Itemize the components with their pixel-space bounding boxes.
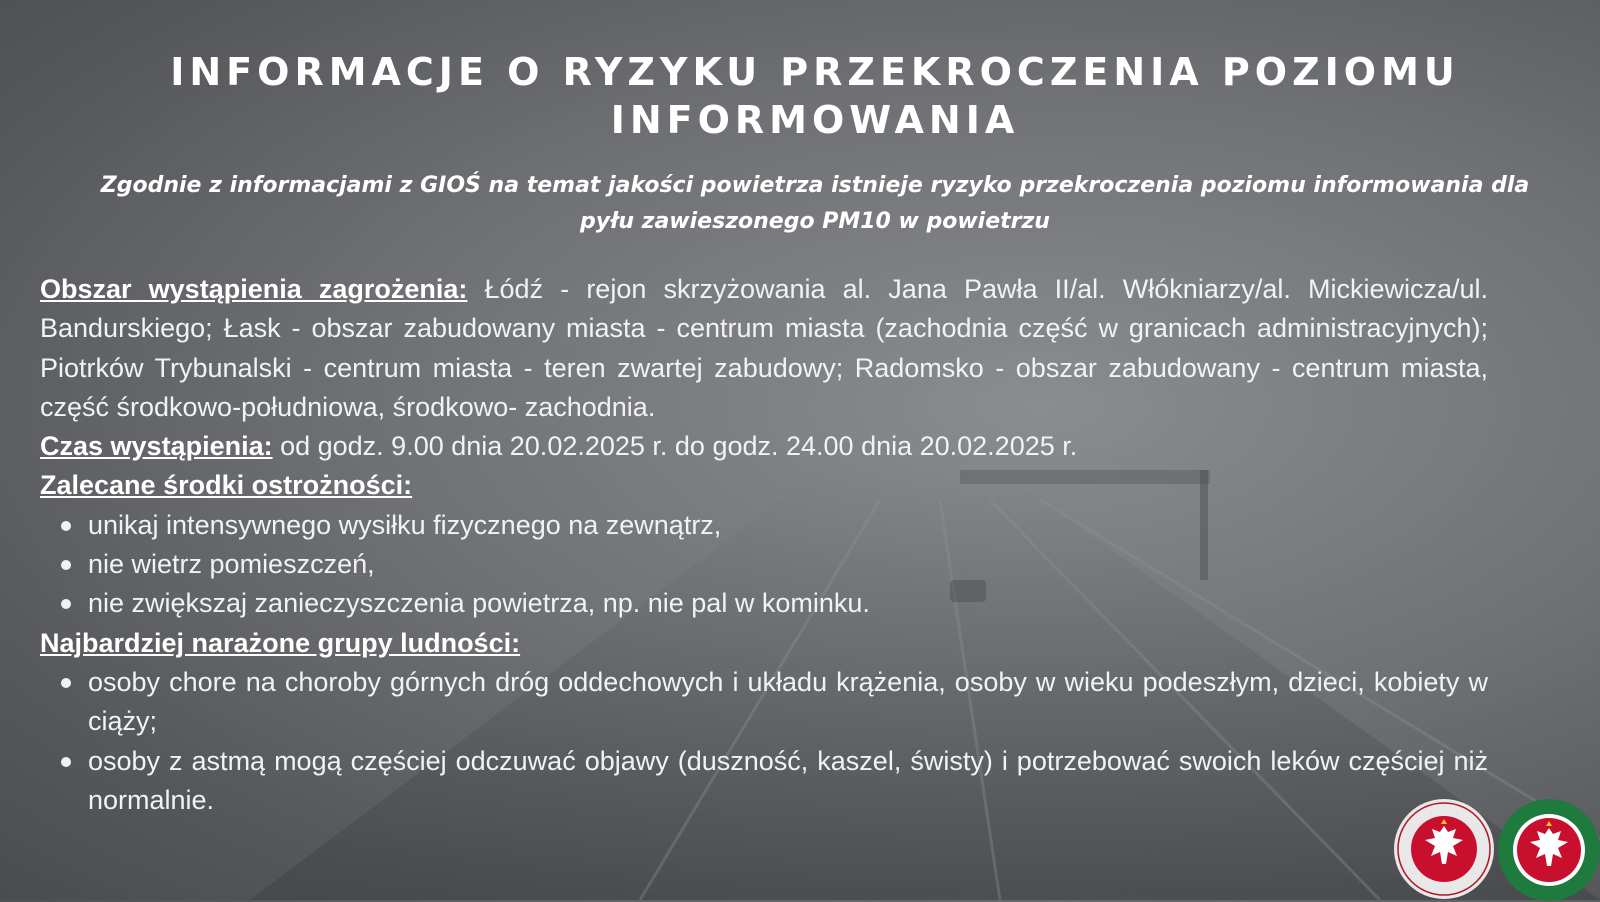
groups-list [40,663,1488,820]
bullet-icon [61,599,71,609]
list-item-text: unikaj intensywnego wysiłku fizycznego na zewnątrz, [88,509,722,540]
list-item-text: nie wietrz pomieszczeń, [88,549,375,580]
time-paragraph [40,427,1488,466]
page-title: INFORMACJE O RYZYKU PRZEKROCZENIA POZIOMU INFORMOWANIA [170,50,1460,142]
groups-label: Najbardziej narażone grupy ludności: [40,627,521,658]
list-item-text: osoby z astmą mogą częściej odczuwać objawy (duszność, kaszel, świsty) i potrzebować swoich leków częściej niż normalnie. [88,745,1488,815]
area-paragraph [40,270,1488,427]
time-text: od godz. 9.00 dnia 20.02.2025 r. do godz. 24.00 dnia 20.02.2025 r. [272,431,1078,462]
bullet-icon [61,560,71,570]
list-item [40,742,1488,821]
bullet-icon [61,757,71,767]
announcement-body [40,270,1488,820]
bullet-icon [61,678,71,688]
list-item [40,663,1488,742]
precautions-label: Zalecane środki ostrożności: [40,470,413,501]
time-label: Czas wystąpienia: [40,431,273,462]
list-item [40,584,1488,623]
subtitle: Zgodnie z informacjami z GIOŚ na temat jakości powietrza istnieje ryzyko przekroczenia poziomu informowania dla pyłu zawieszonego PM10 w powietrzu [100,173,1530,234]
list-item [40,506,1488,545]
environmental-inspection-logo [1497,798,1600,902]
bullet-icon [61,521,71,531]
groups-heading [40,624,1488,663]
precautions-list [40,506,1488,624]
list-item-text: nie zwiększaj zanieczyszczenia powietrza, np. nie pal w kominku. [88,588,870,619]
area-label: Obszar wystąpienia zagrożenia: [40,274,468,304]
list-item-text: osoby chore na choroby górnych dróg oddechowych i układu krążenia, osoby w wieku podeszłym, dzieci, kobiety w ciąży; [88,666,1488,737]
list-item [40,545,1488,584]
precautions-heading [40,466,1488,505]
area-text: Łódź - rejon skrzyżowania al. Jana Pawła II/al. Włókniarzy/al. Mickiewicza/ul. Bandurskiego; Łask - obszar zabudowany miasta - centrum miasta (zachodnia część w granicach administracyjnych); Piotrków Trybunalski - centrum miasta - teren zwartej zabudowy; Radomsko - obszar zabudowany - centrum miasta, część środkowo-południowa, środkowo- zachodnia. [40,274,1489,422]
voivode-office-logo [1393,798,1495,900]
